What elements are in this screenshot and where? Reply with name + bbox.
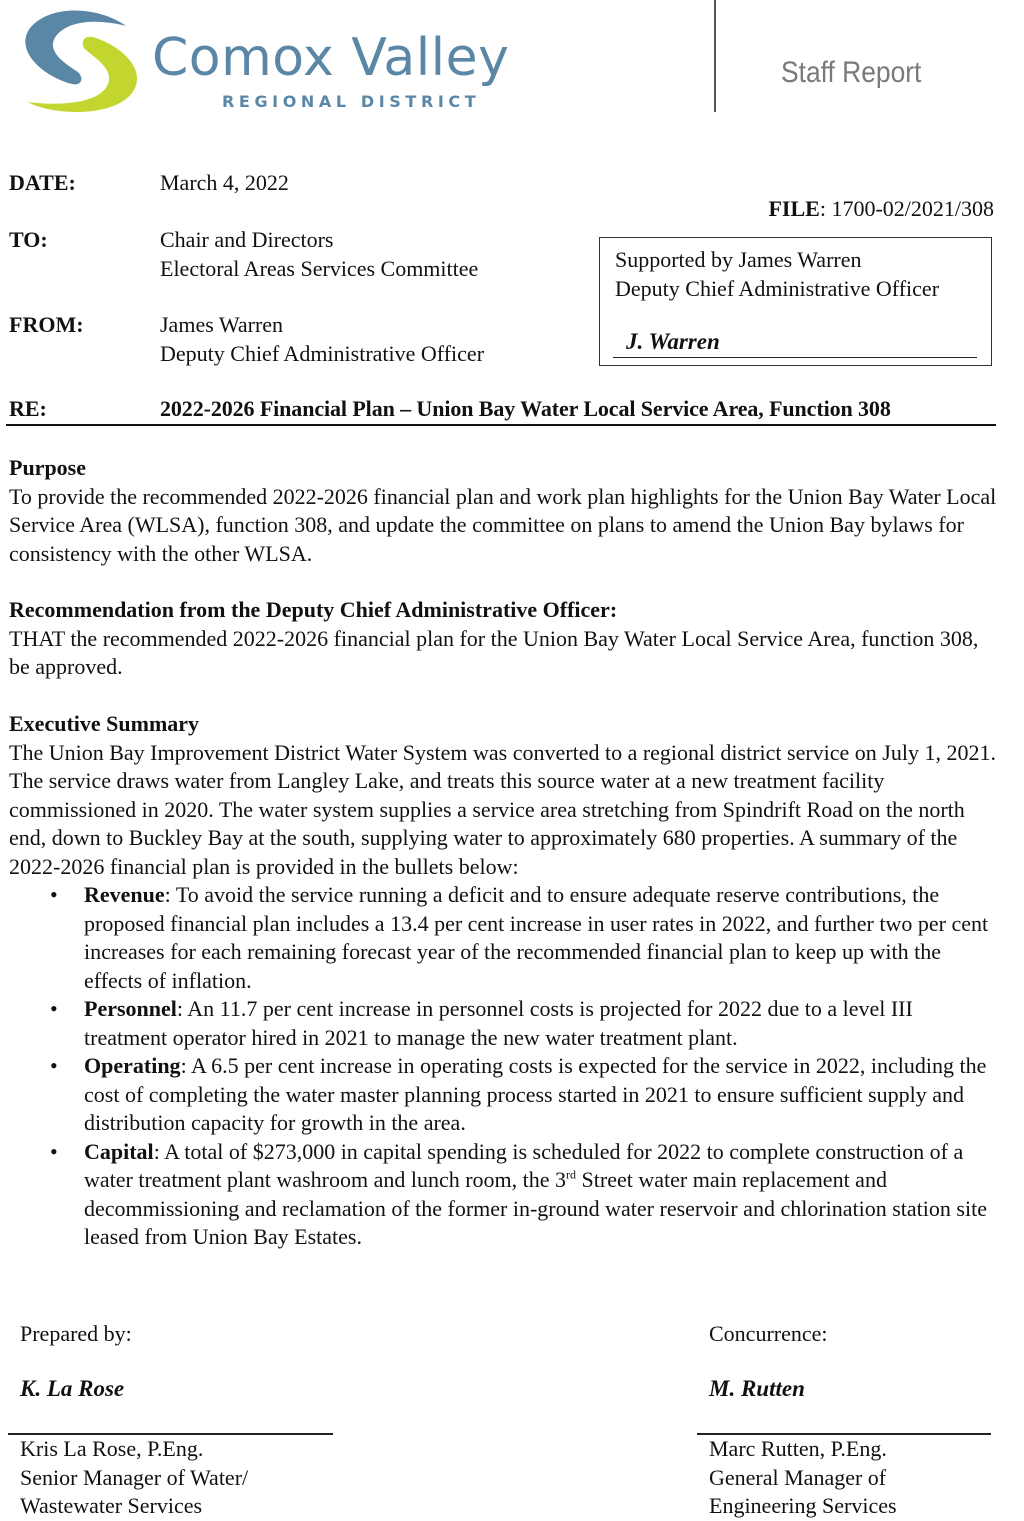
header-divider [714, 0, 716, 112]
logo-name: Comox Valley [152, 28, 510, 88]
to-label: TO: [9, 227, 48, 252]
bullet-icon: • [50, 996, 58, 1021]
prepared-by-signature: K. La Rose [20, 1376, 125, 1401]
from-sender [160, 310, 484, 368]
concurrence-title: Engineering Services [709, 1493, 897, 1518]
concurrence-block [709, 1435, 897, 1521]
bullet-text: : A total of $273,000 in capital spending is scheduled for 2022 to complete construction of a water treatment plant washroom and lunch room, the 3 [84, 1138, 964, 1192]
bullet-icon: • [50, 1138, 58, 1164]
bullet-text: : A 6.5 per cent increase in operating costs is expected for the service in 2022, including the cost of completing the water master planning process started in 2021 to ensure sufficient supply and distribution capacity for growth in the area. [84, 1053, 987, 1135]
prepared-by-title: Senior Manager of Water/ [20, 1464, 249, 1490]
concurrence-label: Concurrence: [709, 1321, 828, 1346]
prepared-by-name: Kris La Rose, P.Eng. [20, 1436, 204, 1461]
re-subject: 2022-2026 Financial Plan – Union Bay Water Local Service Area, Function 308 [160, 396, 891, 421]
logo-subtitle: REGIONAL DISTRICT [222, 92, 481, 111]
bullet-term: Revenue [84, 882, 165, 907]
bullet-capital [9, 1138, 999, 1252]
executive-summary-body: The Union Bay Improvement District Water System was converted to a regional district service on July 1, 2021. The service draws water from Langley Lake, and treats this source water at a new treatment facility commissioned in 2020. The water system supplies a service area stretching from Spindrift Road on the north end, down to Buckley Bay at the south, supplying water to approximately 680 properties. A summary of the 2022-2026 financial plan is provided in the bullets below: [9, 739, 996, 879]
to-recipients [160, 225, 478, 283]
prepared-by-block [20, 1435, 248, 1521]
file-value: 1700-02/2021/308 [831, 196, 994, 221]
concurrence-name: Marc Rutten, P.Eng. [709, 1436, 887, 1461]
date-label: DATE: [9, 170, 76, 195]
comox-valley-s-logo-icon [22, 6, 142, 114]
support-line: Deputy Chief Administrative Officer [615, 276, 940, 301]
summary-bullet-list [9, 881, 999, 1252]
recommendation-heading: Recommendation from the Deputy Chief Administrative Officer: [9, 597, 618, 622]
purpose-heading: Purpose [9, 455, 86, 480]
bullet-text: : An 11.7 per cent increase in personnel costs is projected for 2022 due to a level III treatment operator hired in 2021 to manage the new water treatment plant. [84, 996, 913, 1050]
bullet-term: Personnel [84, 996, 177, 1021]
prepared-by-label: Prepared by: [20, 1321, 132, 1346]
date-value: March 4, 2022 [160, 170, 289, 195]
bullet-operating [9, 1052, 999, 1138]
file-label: FILE [768, 196, 820, 221]
executive-summary-heading: Executive Summary [9, 711, 200, 736]
prepared-by-title: Wastewater Services [20, 1493, 203, 1518]
bullet-term: Capital [84, 1138, 154, 1164]
executive-summary-section [9, 710, 999, 1252]
from-line: Deputy Chief Administrative Officer [160, 341, 485, 366]
report-type: Staff Report [781, 56, 922, 89]
purpose-section [9, 454, 999, 568]
bullet-text: Street water main replacement and decommissioning and reclamation of the former in-ground water reservoir and chlorination station site leased from Union Bay Estates. [84, 1167, 987, 1249]
to-line: Electoral Areas Services Committee [160, 256, 479, 281]
bullet-text: : To avoid the service running a deficit and to ensure adequate reserve contributions, the proposed financial plan includes a 13.4 per cent increase in user rates in 2022, and further two per cent increases for each remaining forecast year of the recommended financial plan to keep up with the effects of inflation. [84, 882, 989, 993]
bullet-icon: • [50, 1053, 58, 1078]
support-text [615, 245, 939, 303]
concurrence-signature: M. Rutten [709, 1376, 805, 1401]
recommendation-section [9, 596, 999, 682]
support-signature: J. Warren [626, 329, 720, 354]
re-label: RE: [9, 396, 47, 421]
support-line: Supported by James Warren [615, 247, 862, 272]
file-number: FILE: 1700-02/2021/308 [768, 196, 994, 221]
bullet-term: Operating [84, 1053, 181, 1078]
ordinal-suffix: rd [566, 1167, 577, 1182]
re-divider [6, 424, 996, 426]
concurrence-title: General Manager of [709, 1464, 887, 1490]
bullet-revenue [9, 881, 999, 995]
support-signature-line [613, 357, 977, 358]
bullet-icon: • [50, 882, 58, 907]
purpose-body: To provide the recommended 2022-2026 financial plan and work plan highlights for the Union Bay Water Local Service Area (WLSA), function 308, and update the committee on plans to amend the Union Bay bylaws for consistency with the other WLSA. [9, 483, 997, 566]
from-label: FROM: [9, 312, 84, 337]
to-line: Chair and Directors [160, 227, 334, 252]
bullet-personnel [9, 995, 999, 1052]
from-line: James Warren [160, 312, 284, 337]
recommendation-body: THAT the recommended 2022-2026 financial plan for the Union Bay Water Local Service Area, function 308, be approved. [9, 625, 979, 679]
